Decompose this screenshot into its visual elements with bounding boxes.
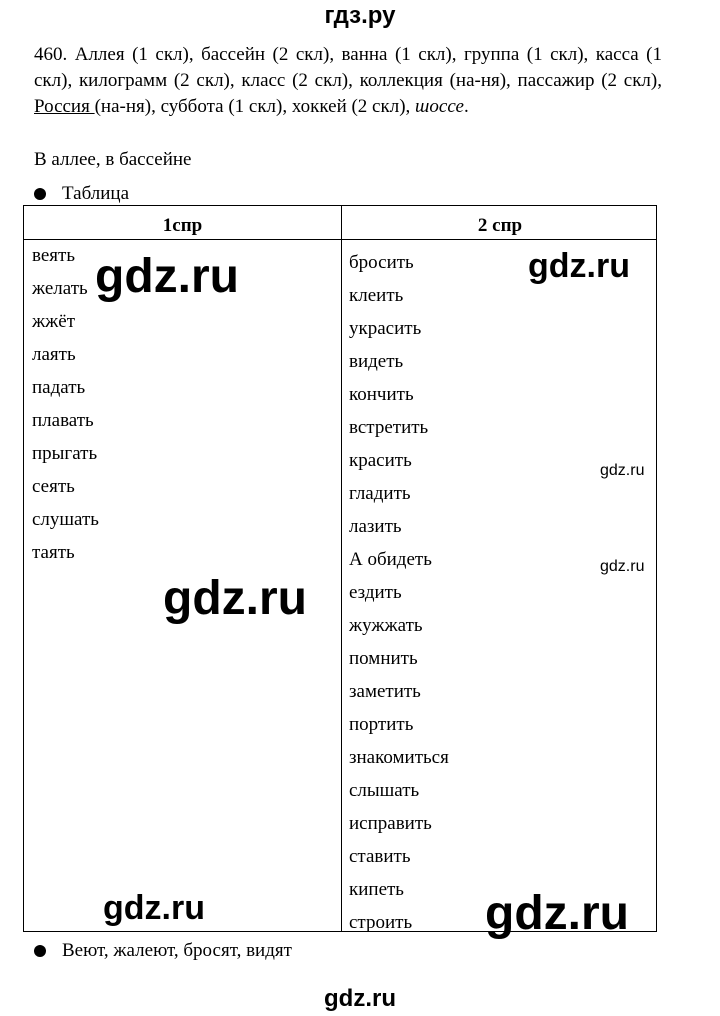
watermark: gdz.ru	[528, 247, 630, 285]
table-cell: помнить	[349, 648, 418, 669]
underlined-word: Россия	[34, 96, 95, 117]
site-header: гдз.ру	[324, 2, 396, 29]
bullet-label: Таблица	[62, 183, 130, 204]
answer-line: В аллее, в бассейне	[34, 149, 192, 170]
table-cell: плавать	[32, 410, 94, 431]
watermark: gdz.ru	[163, 572, 307, 625]
exercise-text	[34, 42, 662, 120]
table-column-divider	[341, 206, 342, 931]
table-cell: знакомиться	[349, 747, 449, 768]
table-cell: ездить	[349, 582, 402, 603]
footer-watermark: gdz.ru	[324, 985, 396, 1012]
table-cell: заметить	[349, 681, 421, 702]
table-cell: ставить	[349, 846, 411, 867]
watermark: gdz.ru	[600, 462, 645, 479]
exercise-text-part1: 460. Аллея (1 скл), бассейн (2 скл), ванна (1 скл), группа (1 скл), касса (1 скл), килограмм (2 скл), класс (2 скл), коллекция (на-ня), пассажир (2 скл),	[34, 44, 662, 91]
table-cell: видеть	[349, 351, 404, 372]
table-cell: А обидеть	[349, 549, 432, 570]
table-cell: слушать	[32, 509, 99, 530]
table-cell: кипеть	[349, 879, 404, 900]
table-cell: веять	[32, 245, 76, 266]
table-cell: жжёт	[32, 311, 75, 332]
table-column-2	[349, 246, 649, 939]
table-cell: слышать	[349, 780, 420, 801]
bullet-icon	[34, 945, 46, 957]
bullet-item-table	[34, 181, 129, 207]
bullet-label: Веют, жалеют, бросят, видят	[62, 940, 292, 961]
table-cell: лазить	[349, 516, 402, 537]
table-cell: жужжать	[349, 615, 423, 636]
exercise-text-end: .	[463, 96, 469, 117]
table-cell: портить	[349, 714, 414, 735]
watermark: gdz.ru	[485, 887, 629, 940]
watermark: gdz.ru	[95, 250, 239, 303]
italic-word: шоссе	[415, 96, 464, 117]
table-cell: клеить	[349, 285, 404, 306]
watermark: gdz.ru	[103, 889, 205, 927]
table-cell: гладить	[349, 483, 411, 504]
watermark: gdz.ru	[600, 558, 645, 575]
conjugation-table	[23, 205, 657, 932]
table-cell: исправить	[349, 813, 432, 834]
table-header-col2: 2 спр	[477, 215, 523, 236]
table-cell: кончить	[349, 384, 414, 405]
bullet-icon	[34, 188, 46, 200]
table-cell: прыгать	[32, 443, 98, 464]
table-cell: сеять	[32, 476, 75, 497]
exercise-text-part2: (на-ня), суббота (1 скл), хоккей (2 скл),	[94, 96, 416, 117]
table-cell: желать	[32, 278, 88, 299]
bullet-item-answer	[34, 938, 292, 964]
table-cell: красить	[349, 450, 412, 471]
table-cell: встретить	[349, 417, 429, 438]
table-cell: украсить	[349, 318, 422, 339]
table-cell: таять	[32, 542, 75, 563]
table-cell: строить	[349, 912, 413, 933]
table-cell: лаять	[32, 344, 76, 365]
table-cell: падать	[32, 377, 86, 398]
table-cell: бросить	[349, 252, 414, 273]
table-header-col1: 1спр	[162, 215, 203, 236]
